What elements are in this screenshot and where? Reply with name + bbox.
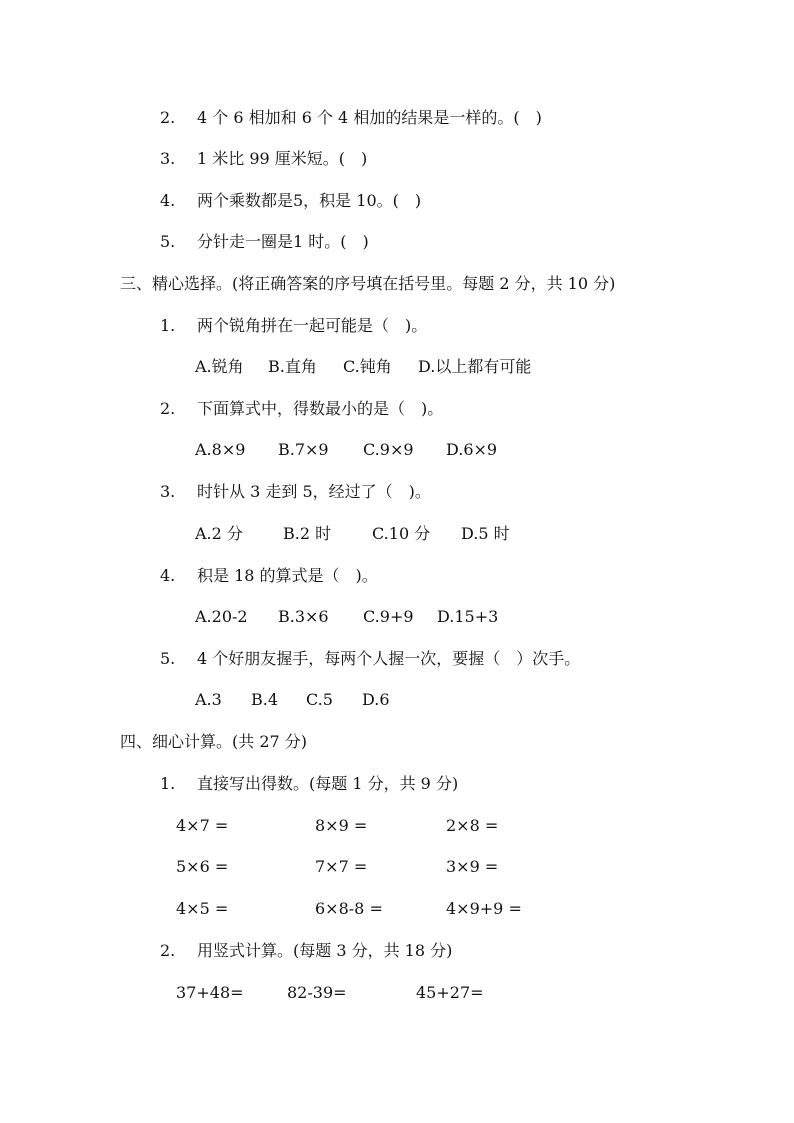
question-number: 4. <box>160 566 176 585</box>
option-a: A.3 <box>195 690 222 709</box>
item-text: 两个乘数都是5，积是 10。( ) <box>197 191 422 210</box>
question-text: 时针从 3 走到 5，经过了（ )。 <box>197 482 431 501</box>
option-b: B.7×9 <box>278 440 329 459</box>
question-number: 1. <box>160 316 176 335</box>
question-number: 2. <box>160 399 176 418</box>
question-text: 4 个好朋友握手，每两个人握一次，要握（ ）次手。 <box>197 649 581 668</box>
question-number: 2. <box>160 941 176 960</box>
item-number: 3. <box>160 149 176 168</box>
calc-expression: 8×9 = <box>315 816 368 835</box>
question-number: 5. <box>160 649 176 668</box>
calc-expression: 7×7 = <box>315 857 368 876</box>
item-number: 4. <box>160 191 176 210</box>
question-text: 直接写出得数。(每题 1 分，共 9 分) <box>197 774 459 793</box>
option-d: D.以上都有可能 <box>418 357 532 376</box>
option-b: B.4 <box>251 690 279 709</box>
calc-expression: 2×8 = <box>446 816 499 835</box>
option-c: C.9+9 <box>363 607 414 626</box>
calc-expression: 6×8-8 = <box>315 899 383 918</box>
section-title: 三、精心选择。(将正确答案的序号填在括号里。每题 2 分，共 10 分) <box>120 274 616 293</box>
option-b: B.3×6 <box>278 607 329 626</box>
option-c: C.钝角 <box>343 357 392 376</box>
question-text: 两个锐角拼在一起可能是（ )。 <box>197 316 428 335</box>
option-b: B.直角 <box>268 357 317 376</box>
calc-expression: 4×5 = <box>176 899 229 918</box>
option-c: C.5 <box>306 690 333 709</box>
option-d: D.5 时 <box>461 524 510 543</box>
item-number: 5. <box>160 232 176 251</box>
vertical-calc-expression: 82-39= <box>287 983 347 1002</box>
option-c: C.9×9 <box>363 440 414 459</box>
section-title: 四、细心计算。(共 27 分) <box>120 732 308 751</box>
option-a: A.锐角 <box>195 357 244 376</box>
question-number: 1. <box>160 774 176 793</box>
item-number: 2. <box>160 108 176 127</box>
question-text: 下面算式中，得数最小的是（ )。 <box>197 399 444 418</box>
calc-expression: 4×9+9 = <box>446 899 522 918</box>
vertical-calc-expression: 37+48= <box>176 983 244 1002</box>
option-a: A.8×9 <box>195 440 246 459</box>
calc-expression: 4×7 = <box>176 816 229 835</box>
option-d: D.15+3 <box>437 607 499 626</box>
question-text: 用竖式计算。(每题 3 分，共 18 分) <box>197 941 453 960</box>
option-d: D.6 <box>362 690 390 709</box>
option-c: C.10 分 <box>372 524 431 543</box>
question-number: 3. <box>160 482 176 501</box>
calc-expression: 3×9 = <box>446 857 499 876</box>
option-a: A.20-2 <box>195 607 248 626</box>
vertical-calc-expression: 45+27= <box>416 983 484 1002</box>
item-text: 1 米比 99 厘米短。( ) <box>197 149 368 168</box>
option-b: B.2 时 <box>283 524 332 543</box>
item-text: 分针走一圈是1 时。( ) <box>197 232 369 251</box>
question-text: 积是 18 的算式是（ )。 <box>197 566 378 585</box>
item-text: 4 个 6 相加和 6 个 4 相加的结果是一样的。( ) <box>197 108 542 127</box>
calc-expression: 5×6 = <box>176 857 229 876</box>
option-d: D.6×9 <box>446 440 498 459</box>
option-a: A.2 分 <box>195 524 243 543</box>
